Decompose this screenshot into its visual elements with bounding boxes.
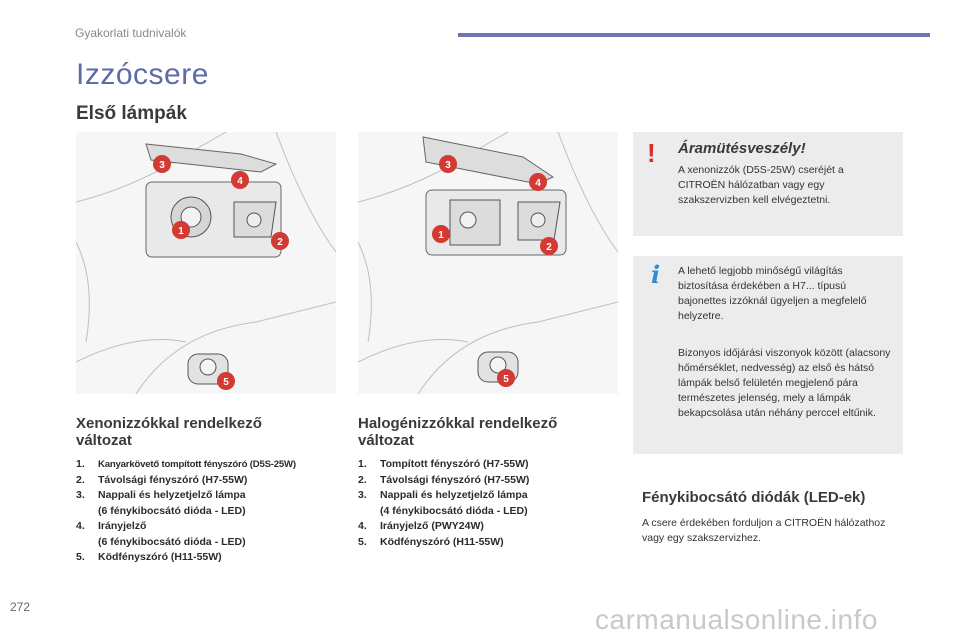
callout-5 — [217, 372, 235, 390]
page-title: Izzócsere — [76, 58, 209, 91]
xenon-callouts — [76, 132, 336, 394]
callout-1 — [172, 221, 190, 239]
list-item: 1. Tompított fényszóró (H7-55W) — [358, 458, 529, 470]
led-text: A csere érdekében forduljon a CITROËN hálózathoz vagy egy szakszervizhez. — [642, 517, 886, 544]
list-item: 5. Ködfényszóró (H11-55W) — [358, 535, 504, 548]
list-item: 4. Irányjelző (6 fénykibocsátó dióda - LED) — [76, 520, 246, 548]
callout-3 — [439, 155, 457, 173]
list-item: 3. Nappali és helyzetjelző lámpa (6 fénykibocsátó dióda - LED) — [76, 489, 246, 517]
exclamation-icon: ! — [647, 138, 656, 168]
callout-2 — [540, 237, 558, 255]
list-item: 4. Irányjelző (PWY24W) — [358, 520, 484, 532]
halogen-bulb-list — [358, 457, 618, 550]
svg-text:3: 3 — [159, 160, 165, 171]
svg-text:2: 2 — [277, 237, 283, 248]
halogen-heading: Halogénizzókkal rendelkező változat — [358, 415, 558, 449]
svg-text:4: 4 — [237, 176, 243, 187]
svg-text:5: 5 — [223, 377, 229, 388]
callout-4 — [529, 173, 547, 191]
led-heading: Fénykibocsátó diódák (LED-ek) — [642, 489, 866, 506]
svg-text:1: 1 — [178, 226, 184, 237]
svg-text:1: 1 — [438, 230, 444, 241]
warning-title: Áramütésveszély! — [678, 140, 806, 157]
list-item: 3. Nappali és helyzetjelző lámpa (4 fénykibocsátó dióda - LED) — [358, 489, 528, 517]
xenon-heading: Xenonizzókkal rendelkező változat — [76, 415, 262, 449]
list-item: 2. Távolsági fényszóró (H7-55W) — [358, 473, 530, 486]
callout-4 — [231, 171, 249, 189]
info-icon: i — [651, 260, 661, 289]
svg-text:2: 2 — [546, 242, 552, 253]
callout-2 — [271, 232, 289, 250]
callout-1 — [432, 225, 450, 243]
callout-3 — [153, 155, 171, 173]
svg-text:3: 3 — [445, 160, 451, 171]
list-item: 5. Ködfényszóró (H11-55W) — [76, 551, 222, 563]
info-text-bulb-position: A lehető legjobb minőségű világítás biztosítása érdekében a H7... típusú bajonettes izzóknál ügyeljen a megfelelő helyzetre. — [678, 265, 867, 322]
svg-text:5: 5 — [503, 374, 509, 385]
watermark: carmanualsonline.info — [595, 604, 878, 635]
info-text-condensation: Bizonyos időjárási viszonyok között (alacsony hőmérséklet, nedvesség) az első és hátsó lámpák belső felületén megjelenő pára természetes jelenség, mely a lámpák bekapcsolása után néhány perccel eltűnik. — [678, 347, 891, 419]
list-item: 2. Távolsági fényszóró (H7-55W) — [76, 473, 248, 486]
list-item: 1. Kanyarkövető tompított fényszóró (D5S-25W) — [76, 458, 296, 470]
page-number: 272 — [10, 600, 31, 614]
xenon-bulb-list — [76, 457, 346, 566]
header-bar — [458, 33, 930, 37]
info-box — [633, 256, 903, 454]
callout-5 — [497, 369, 515, 387]
section-title: Első lámpák — [76, 103, 187, 124]
svg-text:4: 4 — [535, 178, 541, 189]
warning-box — [633, 132, 903, 236]
running-header: Gyakorlati tudnivalók — [75, 26, 187, 40]
halogen-callouts — [358, 132, 618, 394]
warning-text: A xenonizzók (D5S-25W) cseréjét a CITROËN hálózatban vagy egy szakszervizben kell elvégeztetni. — [678, 164, 844, 206]
